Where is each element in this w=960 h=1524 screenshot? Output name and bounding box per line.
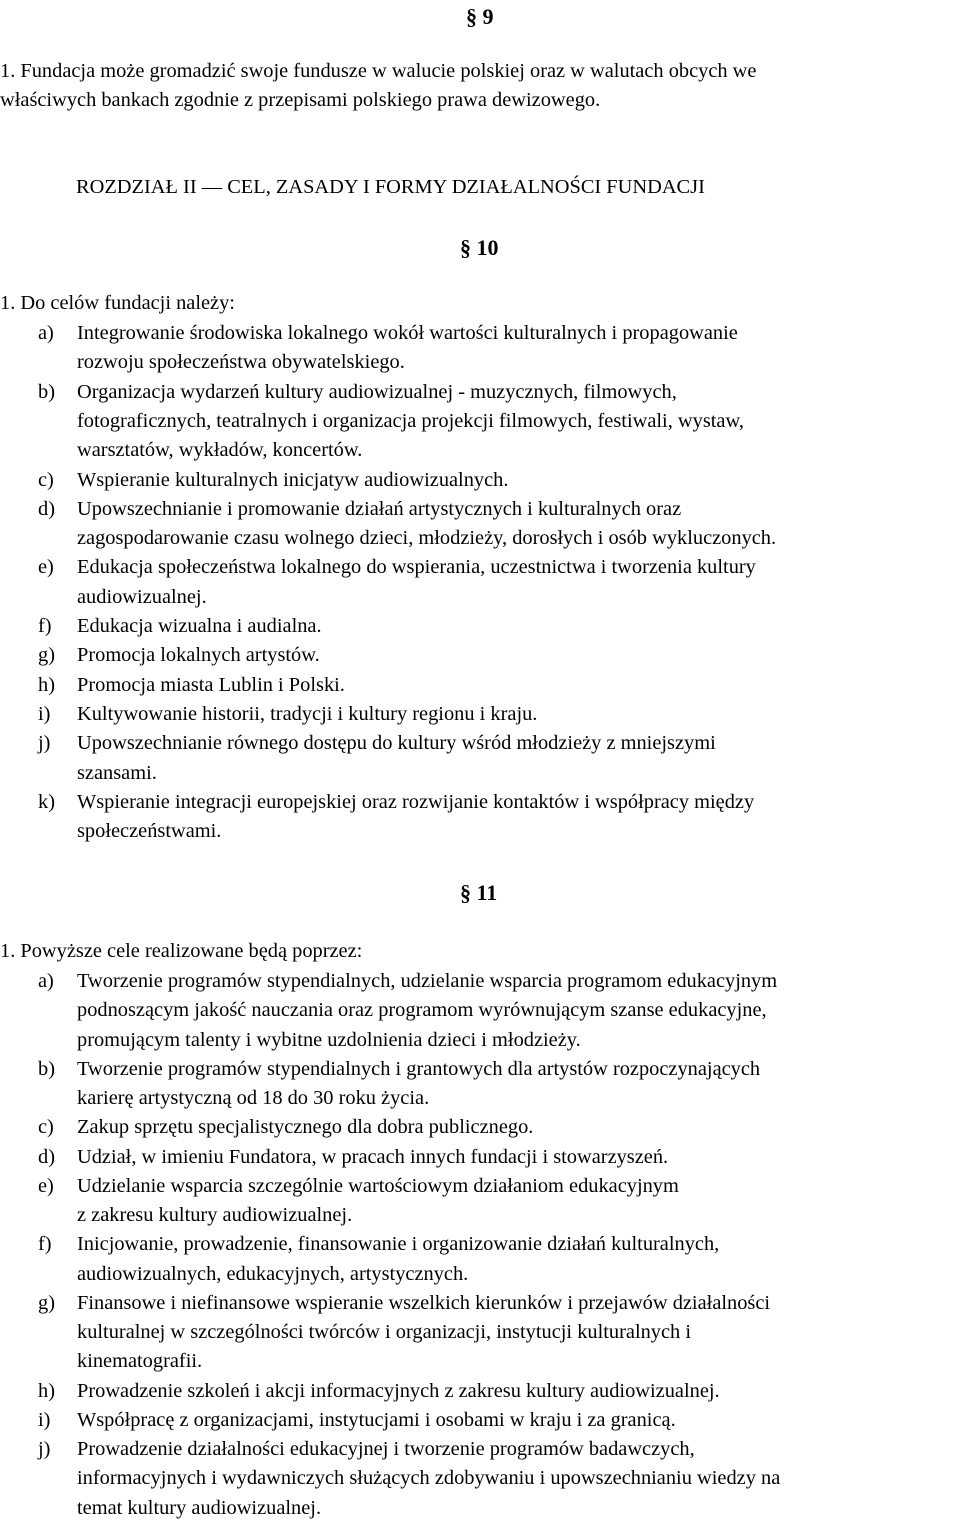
list-item-text: audiowizualnej. [77,585,207,608]
list-item-text: Udzielanie wsparcia szczególnie wartościowym działaniom edukacyjnym [77,1174,679,1197]
list-item-label: g) [38,1291,55,1314]
section-9-paragraph-line: właściwych bankach zgodnie z przepisami polskiego prawa dewizowego. [0,89,601,111]
list-item-label: b) [38,1057,55,1080]
list-item-text: promującym talenty i wybitne uzdolnienia dzieci i młodzieży. [77,1028,581,1051]
list-item-text: zagospodarowanie czasu wolnego dzieci, młodzieży, dorosłych i osób wykluczonych. [77,527,777,550]
list-item-text: Integrowanie środowiska lokalnego wokół wartości kulturalnych i propagowanie [77,322,738,344]
list-item-text: Prowadzenie działalności edukacyjnej i tworzenie programów badawczych, [77,1438,695,1460]
list-item-text: Kultywowanie historii, tradycji i kultury regionu i kraju. [77,702,538,725]
list-item-text: Upowszechnianie równego dostępu do kultury wśród młodzieży z mniejszymi [77,732,716,755]
list-item-text: Edukacja społeczeństwa lokalnego do wspierania, uczestnictwa i tworzenia kultury [77,556,756,579]
section-11-intro: 1. Powyższe cele realizowane będą poprzez: [0,940,363,962]
list-item-text: Edukacja wizualna i audialna. [77,615,322,637]
list-item-text: warsztatów, wykładów, koncertów. [77,439,363,462]
list-item-text: szansami. [77,761,157,784]
list-item-text: Udział, w imieniu Fundatora, w pracach innych fundacji i stowarzyszeń. [77,1145,669,1168]
list-item-text: społeczeństwami. [77,820,222,843]
list-item-label: c) [38,468,54,491]
section-9-title: § 9 [466,4,494,29]
list-item-label: c) [38,1116,54,1139]
list-item-label: e) [38,1174,54,1197]
list-item-text: Promocja miasta Lublin i Polski. [77,673,345,696]
list-item-text: Tworzenie programów stypendialnych, udzielanie wsparcia programom edukacyjnym [77,970,778,992]
list-item-text: Organizacja wydarzeń kultury audiowizualnej - muzycznych, filmowych, [77,380,677,403]
list-item-text: Prowadzenie szkoleń i akcji informacyjnych z zakresu kultury audiowizualnej. [77,1379,720,1402]
list-item-label: a) [38,322,54,344]
list-item-text: Tworzenie programów stypendialnych i grantowych dla artystów rozpoczynających [77,1057,761,1080]
list-item-text: Zakup sprzętu specjalistycznego dla dobra publicznego. [77,1116,534,1139]
list-item-label: h) [38,1379,55,1402]
list-item-text: karierę artystyczną od 18 do 30 roku życia. [77,1087,430,1109]
list-item-text: audiowizualnych, edukacyjnych, artystycznych. [77,1262,469,1285]
list-item-label: k) [38,790,55,813]
list-item-label: a) [38,970,54,992]
list-item-text: z zakresu kultury audiowizualnej. [77,1204,353,1226]
list-item-text: Współpracę z organizacjami, instytucjami i osobami w kraju i za granicą. [77,1408,676,1431]
section-10-intro: 1. Do celów fundacji należy: [0,292,235,314]
list-item-text: kinematografii. [77,1350,203,1373]
list-item-text: Upowszechnianie i promowanie działań artystycznych i kulturalnych oraz [77,497,682,520]
list-item-label: h) [38,673,55,696]
list-item-label: i) [38,702,51,725]
section-9-paragraph-line: 1. Fundacja może gromadzić swoje fundusze w walucie polskiej oraz w walutach obcych we [0,60,757,82]
section-10-title: § 10 [460,235,499,260]
list-item-label: f) [38,615,52,637]
list-item-label: f) [38,1233,52,1256]
list-item-label: e) [38,556,54,579]
list-item-label: j) [38,732,51,755]
list-item-text: podnoszącym jakość nauczania oraz programom wyrównującym szanse edukacyjne, [77,999,767,1022]
list-item-text: kulturalnej w szczególności twórców i organizacji, instytucji kulturalnych i [77,1321,692,1343]
list-item-label: d) [38,497,55,520]
chapter-heading: ROZDZIAŁ II — CEL, ZASADY I FORMY DZIAŁALNOŚCI FUNDACJI [76,176,705,198]
list-item-text: rozwoju społeczeństwa obywatelskiego. [77,351,405,374]
list-item-text: Finansowe i niefinansowe wspieranie wszelkich kierunków i przejawów działalności [77,1291,771,1314]
list-item-text: informacyjnych i wydawniczych służących zdobywaniu i upowszechnianiu wiedzy na [77,1467,781,1490]
list-item-label: i) [38,1408,51,1431]
list-item-text: temat kultury audiowizualnej. [77,1496,322,1519]
list-item-text: Wspieranie kulturalnych inicjatyw audiowizualnych. [77,468,509,491]
list-item-text: Inicjowanie, prowadzenie, finansowanie i organizowanie działań kulturalnych, [77,1233,720,1256]
list-item-text: fotograficznych, teatralnych i organizacja projekcji filmowych, festiwali, wystaw, [77,409,744,432]
list-item-label: d) [38,1145,55,1168]
list-item-text: Wspieranie integracji europejskiej oraz rozwijanie kontaktów i współpracy między [77,790,755,813]
section-11-title: § 11 [460,880,498,905]
list-item-label: b) [38,380,55,403]
list-item-text: Promocja lokalnych artystów. [77,644,320,667]
list-item-label: g) [38,644,55,667]
list-item-label: j) [38,1438,51,1460]
